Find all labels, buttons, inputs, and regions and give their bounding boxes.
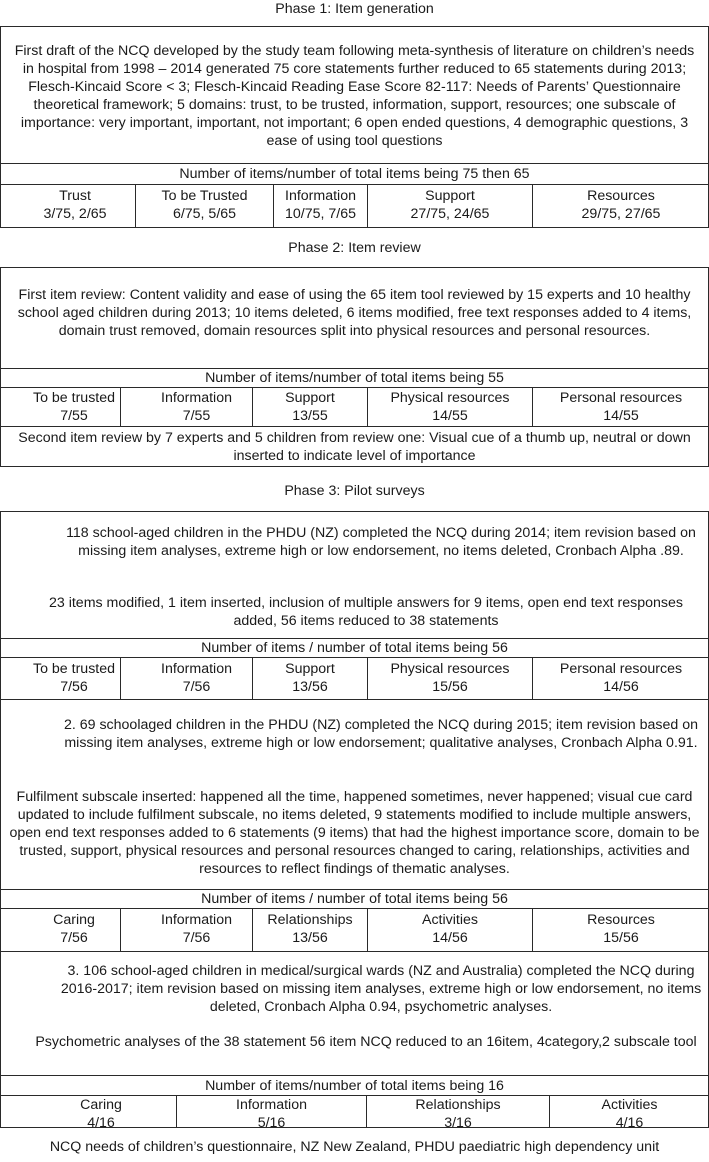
phase2-review-rule	[0, 426, 709, 427]
domain-value: 7/56	[60, 930, 88, 946]
phase3-table2-bottom-rule	[0, 951, 709, 952]
phase2-domain-information	[121, 389, 272, 425]
domain-name: To be trusted	[32, 661, 116, 677]
phase3-table3-header: Number of items/number of total items being 16	[205, 1078, 504, 1094]
domain-name: Relationships	[415, 1097, 501, 1113]
phase3-table3-information	[177, 1096, 366, 1132]
phase3-table2-relationships	[253, 911, 367, 947]
domain-value: 3/16	[444, 1115, 472, 1131]
phase3-table3-top-rule	[0, 1075, 709, 1076]
phase1-domain-information	[274, 187, 367, 223]
domain-name: To be trusted	[32, 390, 116, 406]
domain-name: Support	[285, 661, 335, 677]
phase3-table3-relationships	[367, 1096, 549, 1132]
domain-value: 7/56	[182, 930, 211, 946]
domain-name: Personal resources	[559, 390, 683, 406]
phase3-table2-resources	[533, 911, 709, 947]
domain-value: 15/56	[432, 679, 468, 695]
domain-value: 13/56	[292, 679, 328, 695]
domain-name: Caring	[53, 912, 95, 928]
phase1-domain-support	[368, 187, 532, 223]
domain-value: 7/56	[60, 679, 88, 695]
domain-name: Support	[285, 390, 335, 406]
phase2-domain-physical-resources	[368, 389, 532, 425]
domain-value: 7/56	[182, 679, 211, 695]
phase3-table1-bottom-rule	[0, 699, 709, 700]
phase2-domain-support	[253, 389, 367, 425]
domain-value: 13/56	[292, 930, 328, 946]
phase3-survey2: 2. 69 schoolaged children in the PHDU (NZ) completed the NCQ during 2015; item revision based on missing item analyses, extreme high or low endorsement; qualitative analyses, Cronbach Alpha 0.91.	[63, 717, 699, 751]
phase1-domain-resources	[533, 187, 709, 223]
phase3-survey1-changes: 23 items modified, 1 item inserted, inclusion of multiple answers for 9 items, open end text responses added, 56 items reduced to 38 statements	[48, 595, 684, 629]
domain-value: 7/55	[182, 408, 211, 424]
phase3-table2-information	[121, 911, 272, 947]
domain-value: 15/56	[603, 930, 639, 946]
domain-name: Resources	[587, 188, 655, 204]
phase1-table-header: Number of items/number of total items being 75 then 65	[179, 166, 530, 182]
phase2-second-review: Second item review by 7 experts and 5 children from review one: Visual cue of a thumb up, neutral or down inserted to indicate level of importance	[18, 430, 691, 464]
domain-name: Activities	[601, 1097, 658, 1113]
domain-value: 27/75, 24/65	[410, 206, 490, 222]
phase3-title: Phase 3: Pilot surveys	[284, 483, 425, 499]
domain-value: 29/75, 27/65	[581, 206, 661, 222]
domain-name: Information	[285, 188, 356, 204]
domain-value: 14/56	[432, 930, 468, 946]
phase3-table3-activities	[550, 1096, 709, 1132]
phase2-table-header: Number of items/number of total items being 55	[205, 370, 504, 386]
domain-value: 5/16	[257, 1115, 286, 1131]
footnote: NCQ needs of children’s questionnaire, NZ New Zealand, PHDU paediatric high dependency unit	[49, 1139, 660, 1155]
phase3-survey2-changes: Fulfilment subscale inserted: happened all the time, happened sometimes, never happened; visual cue card updated to include fulfilment subscale, no items deleted, 9 statements modified to include multiple answers, open end text responses added to 6 statements (9 items) that had the highest importance score, domain to be trusted, support, physical resources and personal resources changed to caring, relationships, activities and resources to reflect findings of thematic analyses.	[9, 789, 700, 877]
phase3-table2-header-rule	[0, 908, 709, 909]
phase3-table1-personal-resources	[533, 660, 709, 696]
domain-value: 14/56	[603, 679, 639, 695]
phase3-survey1: 118 school-aged children in the PHDU (NZ) completed the NCQ during 2014; item revision based on missing item analyses, extreme high or low endorsement, no items deleted, Cronbach Alpha .89.	[66, 525, 696, 559]
phase1-description: First draft of the NCQ developed by the study team following meta-synthesis of literature on children’s needs in hospital from 1998 – 2014 generated 75 core statements further reduced to 65 statements during 2013; Flesch-Kincaid Score < 3; Flesch-Kincaid Reading Ease Score 82-117: Needs of Parents’ Questionnaire theoretical framework; 5 domains: trust, to be trusted, information, support, resources; one subscale of importance: very important, important, not important; 6 open ended questions, 4 demographic questions, 3 ease of using tool questions	[14, 43, 695, 149]
phase3-table1-physical-resources	[368, 660, 532, 696]
phase3-survey3: 3. 106 school-aged children in medical/surgical wards (NZ and Australia) completed the NCQ during 2016-2017; item revision based on missing item analyses, extreme high or low endorsement, no items deleted, Cronbach Alpha 0.94, psychometric analyses.	[60, 963, 702, 1015]
phase1-domain-to-be-trusted	[136, 187, 273, 223]
domain-value: 14/55	[603, 408, 639, 424]
phase2-description: First item review: Content validity and ease of using the 65 item tool reviewed by 15 experts and 10 healthy school aged children during 2013; 10 items deleted, 6 items modified, free text responses added to 4 items, domain trust removed, domain resources split into physical resources and personal resources.	[17, 287, 692, 339]
domain-value: 7/55	[60, 408, 88, 424]
phase1-domain-trust	[0, 187, 150, 223]
phase3-psychometric: Psychometric analyses of the 38 statement 56 item NCQ reduced to an 16item, 4category,2 subscale tool	[35, 1034, 697, 1050]
domain-name: To be Trusted	[161, 188, 248, 204]
domain-value: 4/16	[87, 1115, 115, 1131]
domain-name: Information	[161, 912, 232, 928]
domain-name: Activities	[422, 912, 478, 928]
domain-name: Physical resources	[390, 390, 510, 406]
phase2-domain-personal-resources	[533, 389, 709, 425]
phase1-header-rule	[0, 184, 709, 185]
phase3-table1-header-rule	[0, 657, 709, 658]
phase2-title: Phase 2: Item review	[288, 240, 421, 256]
phase3-table1-support	[253, 660, 367, 696]
domain-name: Relationships	[267, 912, 353, 928]
domain-name: Resources	[587, 912, 655, 928]
phase3-table1-information	[121, 660, 272, 696]
phase3-table2-header: Number of items / number of total items being 56	[201, 891, 508, 907]
phase1-title: Phase 1: Item generation	[275, 1, 434, 17]
domain-value: 10/75, 7/65	[285, 206, 356, 222]
phase3-table3-caring	[0, 1096, 202, 1132]
domain-name: Caring	[80, 1097, 122, 1113]
phase3-table2-activities	[368, 911, 532, 947]
phase2-header-rule	[0, 387, 709, 388]
domain-value: 3/75, 2/65	[43, 206, 107, 222]
domain-value: 6/75, 5/65	[172, 206, 237, 222]
domain-name: Personal resources	[559, 661, 683, 677]
domain-value: 14/55	[432, 408, 468, 424]
phase1-table-top-rule	[0, 163, 709, 164]
domain-name: Information	[161, 390, 232, 406]
domain-value: 13/55	[292, 408, 328, 424]
domain-name: Trust	[59, 188, 91, 204]
domain-name: Information	[161, 661, 232, 677]
domain-name: Information	[236, 1097, 307, 1113]
domain-name: Support	[425, 188, 475, 204]
phase3-table1-header: Number of items / number of total items being 56	[201, 640, 508, 656]
domain-name: Physical resources	[390, 661, 510, 677]
domain-value: 4/16	[615, 1115, 644, 1131]
